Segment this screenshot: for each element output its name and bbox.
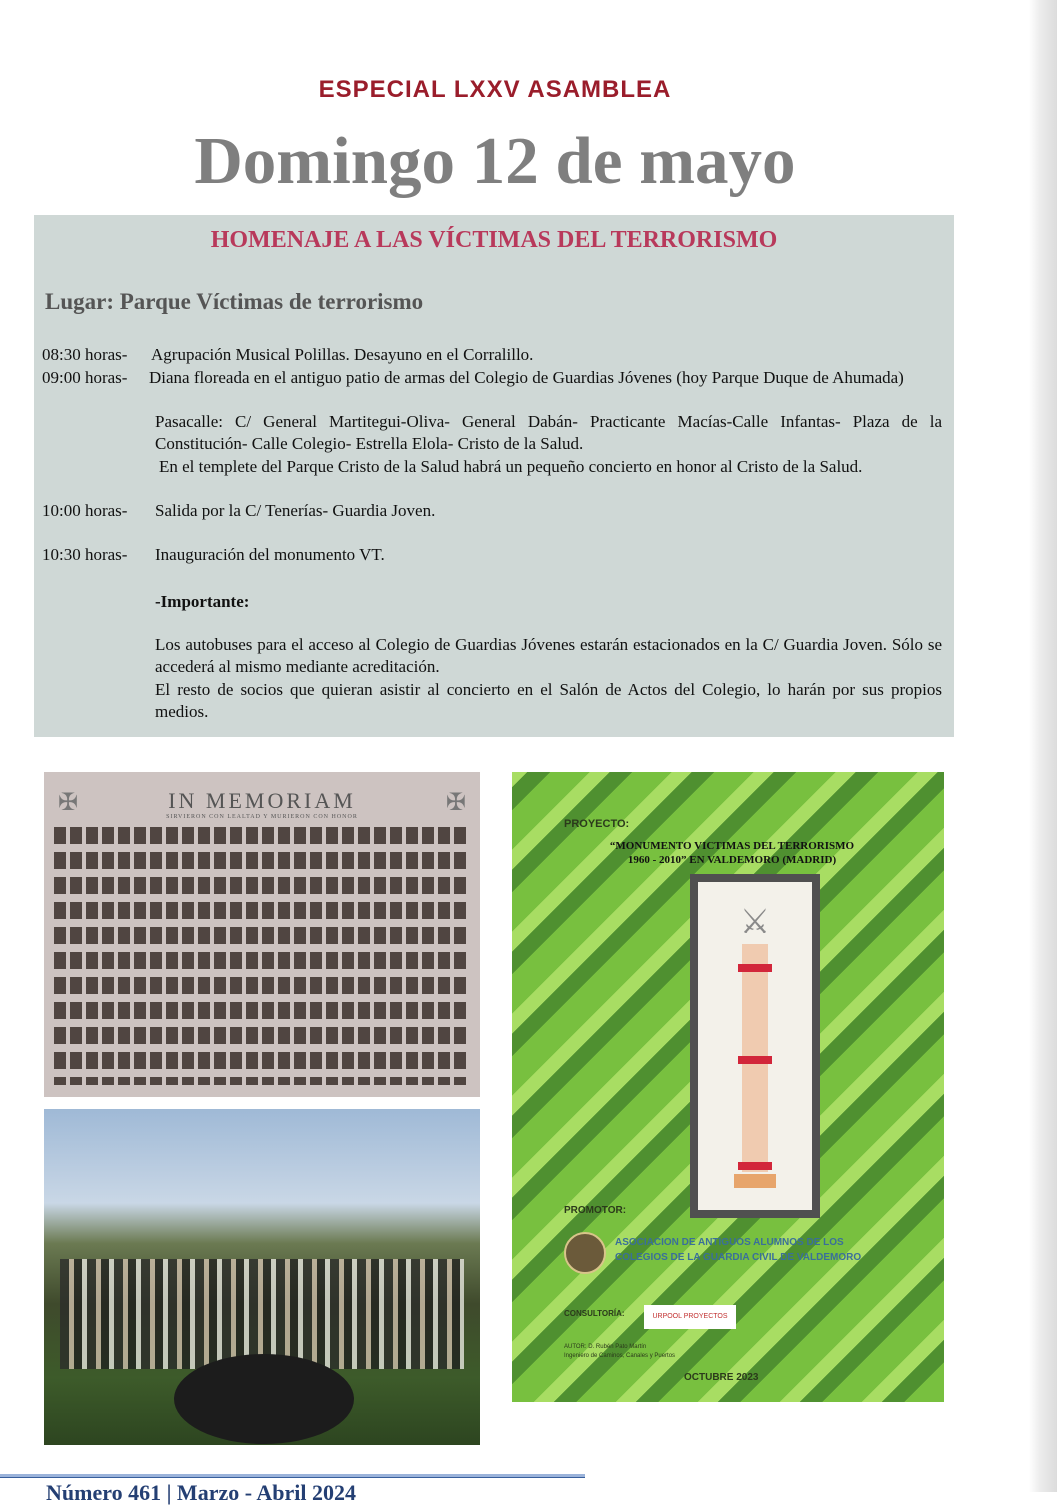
memoriam-subtitle: SIRVIERON CON LEALTAD Y MURIERON CON HONOR — [166, 814, 358, 820]
section-tag: ESPECIAL LXXV ASAMBLEA — [318, 76, 672, 103]
footer-issue: Número 461 | Marzo - Abril 2024 — [46, 1480, 356, 1505]
red-band — [738, 964, 772, 972]
promoter-name-line: ASOCIACION DE ANTIGUOS ALUMNOS DE LOS — [615, 1237, 844, 1248]
pasacalle-text: Pasacalle: C/ General Martitegui-Oliva- General Dabán- Practicante Macías-Calle Infantas- Plaza de la Constitución- Calle Colegio- Estrella Elola- Cristo de la Salud. — [155, 412, 942, 453]
in-memoriam-photo — [44, 772, 480, 1097]
promoter-name — [615, 1235, 935, 1265]
schedule-text: Inauguración del monumento VT. — [155, 545, 385, 564]
group-photo — [44, 1109, 480, 1445]
project-label: PROYECTO: — [564, 818, 630, 830]
memoriam-title: IN MEMORIAM — [168, 788, 356, 813]
consultancy-logo: URPOOL PROYECTOS — [644, 1305, 736, 1329]
important-text: El resto de socios que quieran asistir al concierto en el Salón de Actos del Colegio, lo harán por sus propios medios. — [155, 680, 942, 721]
box-heading: HOMENAJE A LAS VÍCTIMAS DEL TERRORISMO — [210, 227, 778, 253]
schedule-time: 10:30 horas- — [42, 545, 128, 564]
schedule-text: Diana floreada en el antiguo patio de armas del Colegio de Guardias Jóvenes (hoy Parque Duque de Ahumada) — [149, 368, 904, 387]
schedule-time: 08:30 horas- — [42, 345, 128, 364]
consult-label: CONSULTORÍA: — [564, 1309, 625, 1318]
monument-project-poster — [512, 772, 944, 1402]
important-label: -Importante: — [155, 592, 250, 611]
monument-pole — [742, 944, 768, 1172]
monument-base — [734, 1174, 776, 1188]
project-title-line: “MONUMENTO VICTIMAS DEL TERRORISMO — [609, 840, 855, 852]
schedule-text: Agrupación Musical Polillas. Desayuno en el Corralillo. — [151, 345, 534, 364]
page-edge-shadow — [1029, 0, 1057, 1492]
project-title — [542, 839, 922, 867]
project-title-line: 1960 - 2010” EN VALDEMORO (MADRID) — [627, 854, 837, 866]
author-role: Ingeniero de Caminos, Canales y Puertos — [564, 1353, 676, 1359]
schedule-time: 09:00 horas- — [42, 368, 128, 387]
memorial-ribbon — [174, 1354, 354, 1444]
emblem-icon: ✠ — [58, 790, 79, 816]
promoter-label: PROMOTOR: — [564, 1205, 627, 1216]
schedule-text: Salida por la C/ Tenerías- Guardia Joven. — [155, 501, 436, 520]
important-text: Los autobuses para el acceso al Colegio de Guardias Jóvenes estarán estacionados en la C/ Guardia Joven. Sólo se accederá al mismo mediante acreditación. — [155, 635, 942, 676]
association-logo-icon — [564, 1232, 606, 1274]
promoter-name-line: COLEGIOS DE LA GUARDIA CIVIL DE VALDEMORO — [615, 1252, 862, 1263]
monument-drawing — [690, 874, 820, 1218]
schedule-time: 10:00 horas- — [42, 501, 128, 520]
group-people — [60, 1259, 464, 1369]
place-label: Lugar: Parque Víctimas de terrorismo — [45, 289, 424, 314]
emblem-icon: ✠ — [445, 790, 466, 816]
axe-icon: ⚔ — [739, 903, 771, 941]
templete-text: En el templete del Parque Cristo de la Salud habrá un pequeño concierto en honor al Cristo de la Salud. — [159, 457, 863, 476]
page-title: Domingo 12 de mayo — [194, 124, 796, 198]
portrait-grid — [54, 827, 470, 1085]
red-band — [738, 1162, 772, 1170]
info-box — [34, 215, 954, 737]
red-band — [738, 1056, 772, 1064]
poster-date: OCTUBRE 2023 — [684, 1372, 759, 1383]
author: AUTOR: D. Rubén Pato Martín — [564, 1344, 647, 1350]
footer-rule — [0, 1474, 585, 1478]
